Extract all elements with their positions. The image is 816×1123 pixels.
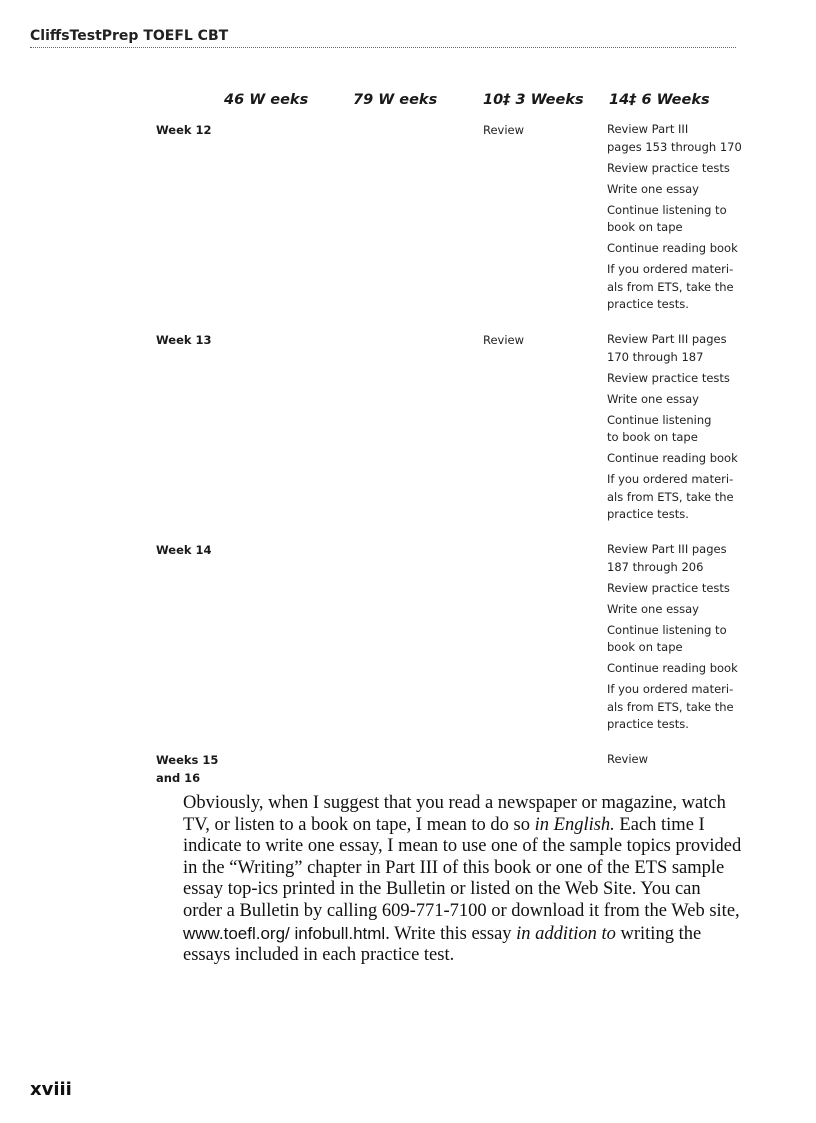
task-item: Continue reading book — [607, 661, 738, 675]
cell-10-13-weeks: Review — [483, 333, 525, 347]
column-header-46-weeks: 46 W eeks — [224, 92, 309, 108]
task-item: Review Part III pages 170 through 187 — [607, 332, 727, 364]
running-head: CliffsTestPrep TOEFL CBT — [30, 28, 736, 48]
column-header-10-13-weeks: 10‡ 3 Weeks — [483, 92, 584, 108]
task-item: Review — [607, 752, 649, 766]
cell-10-13-weeks: Review — [483, 123, 525, 137]
task-item: If you ordered materi- als from ETS, take the practice tests. — [607, 472, 734, 521]
emphasis-in-english: in English. — [534, 814, 615, 835]
task-item: Write one essay — [607, 601, 699, 616]
task-item: Review practice tests — [607, 370, 730, 385]
week-label: Weeks 15 and 16 — [156, 753, 219, 785]
task-list — [607, 331, 747, 527]
paragraph-text: writing the essays included in each practice test. — [183, 923, 702, 966]
paragraph-text: Obviously, when I suggest that you read a newspaper or magazine, watch TV, or listen to a book on tape, I mean to do so — [183, 793, 726, 835]
task-item: Write one essay — [607, 181, 699, 196]
week-label: Week 12 — [156, 123, 212, 137]
task-item: Review practice tests — [607, 160, 730, 175]
task-item: Review practice tests — [607, 580, 730, 595]
week-label: Week 13 — [156, 333, 212, 347]
emphasis-in-addition-to: in addition to — [516, 923, 616, 944]
task-list — [607, 541, 747, 737]
task-item: Continue reading book — [607, 451, 738, 465]
task-item: Continue listening to book on tape — [607, 622, 727, 654]
task-list — [607, 751, 747, 772]
page-number: xviii — [30, 1079, 72, 1100]
web-link[interactable]: www.toefl.org/ infobull.html — [183, 923, 386, 943]
task-item: Review Part III pages 187 through 206 — [607, 542, 727, 574]
task-item: Review Part III pages 153 through 170 — [607, 122, 742, 154]
task-item: Continue reading book — [607, 241, 738, 255]
column-header-14-16-weeks: 14‡ 6 Weeks — [609, 92, 710, 108]
task-item: Continue listening to book on tape — [607, 412, 712, 444]
body-paragraph — [183, 793, 743, 967]
task-list — [607, 121, 747, 317]
task-item: Continue listening to book on tape — [607, 202, 727, 234]
task-item: Write one essay — [607, 391, 699, 406]
week-label: Week 14 — [156, 543, 212, 557]
task-item: If you ordered materi- als from ETS, take the practice tests. — [607, 262, 734, 311]
paragraph-text: . Write this essay — [385, 923, 517, 944]
column-header-79-weeks: 79 W eeks — [353, 92, 438, 108]
paragraph-text: Each time I indicate to write one essay, I mean to use one of the sample topics provided in the “Writing” chapter in Part III of this book or one of the ETS sample essay top-ics printed in the Bulletin or listed on the Web Site. You can order a Bulletin by calling 609-771-7100 or download it from the Web site, — [183, 814, 742, 921]
task-item: If you ordered materi- als from ETS, take the practice tests. — [607, 682, 734, 731]
